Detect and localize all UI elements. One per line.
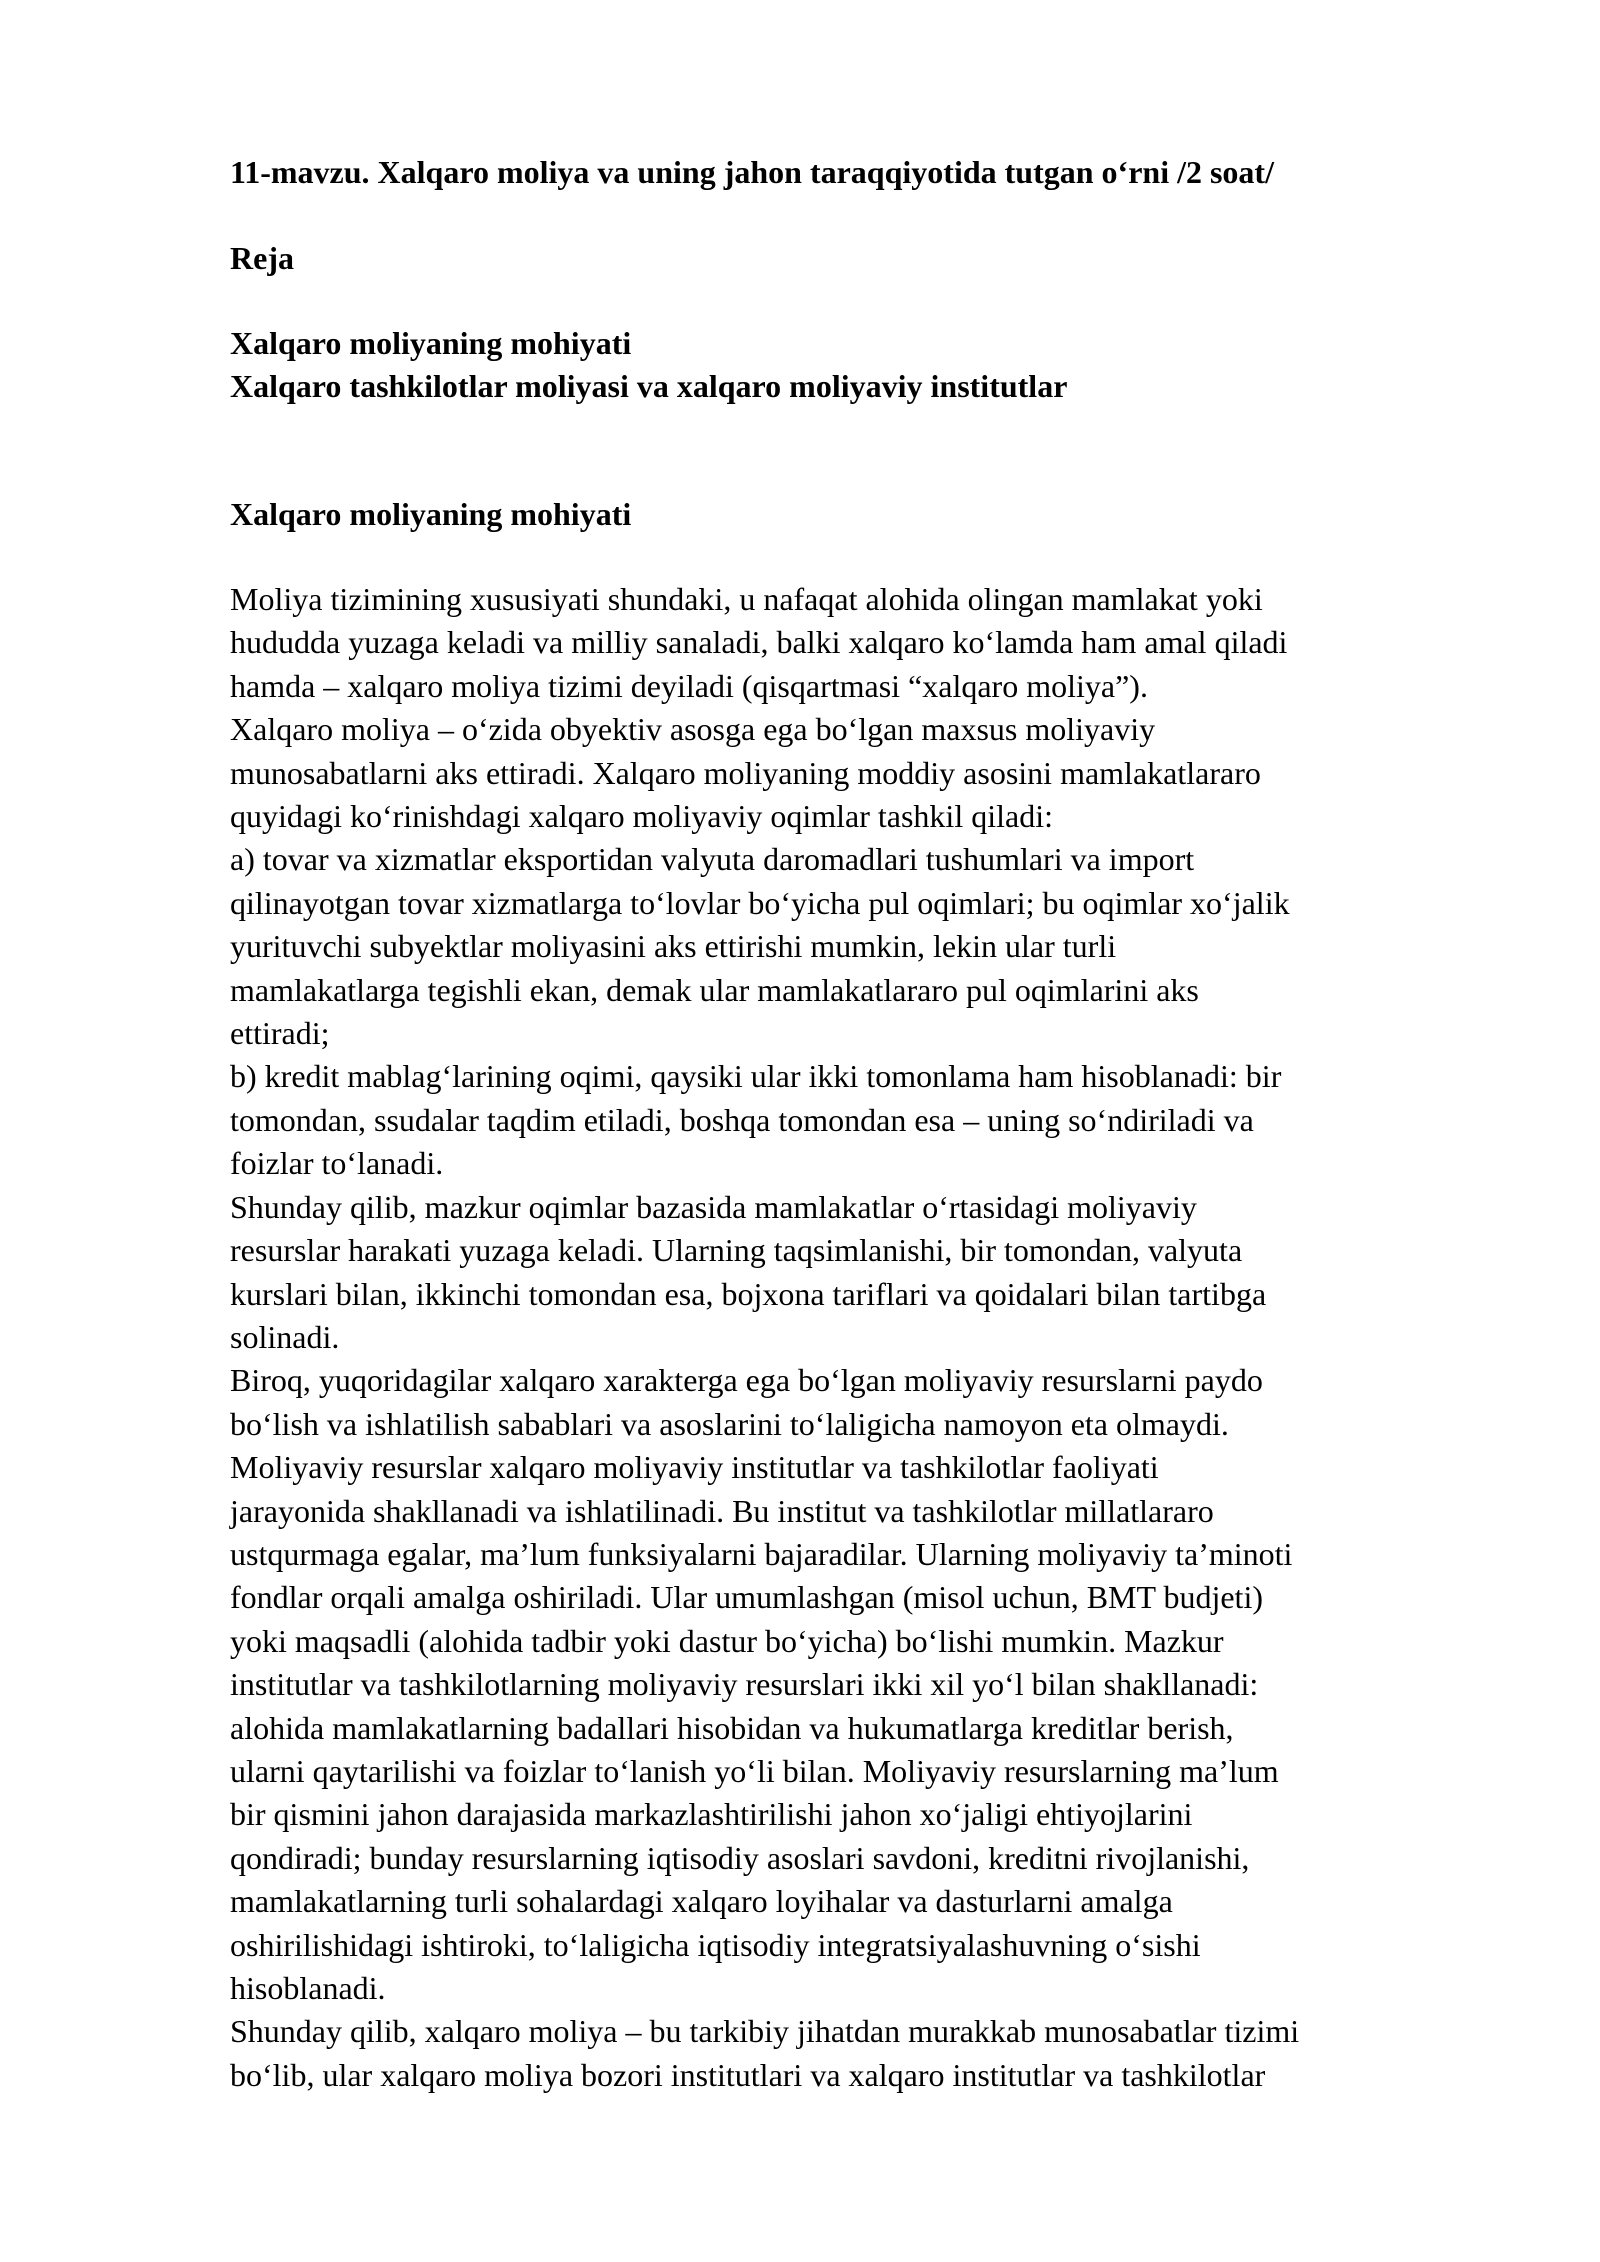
text-line: qilinayotgan tovar xizmatlarga to‘lovlar bo‘yicha pul oqimlari; bu oqimlar xo‘jalik <box>230 884 1290 921</box>
text-line: resurslar harakati yuzaga keladi. Ularning taqsimlanishi, bir tomondan, valyuta <box>230 1232 1243 1269</box>
text-line: Moliya tizimining xususiyati shundaki, u nafaqat alohida olingan mamlakat yoki <box>230 581 1263 617</box>
paragraph <box>230 1446 1490 2010</box>
paragraph <box>230 708 1490 838</box>
text-line: foizlar to‘lanadi. <box>230 1145 444 1182</box>
text-line: alohida mamlakatlarning badallari hisobidan va hukumatlarga kreditlar berish, <box>230 1709 1234 1746</box>
text-line: ettiradi; <box>230 1015 330 1052</box>
document-title: 11-mavzu. Xalqaro moliya va uning jahon taraqqiyotida tutgan o‘rni /2 soat/ <box>230 154 1274 190</box>
text-line: munosabatlarni aks ettiradi. Xalqaro moliyaning moddiy asosini mamlakatlararo <box>230 754 1261 791</box>
paragraph <box>230 2010 1490 2097</box>
text-line: fondlar orqali amalga oshiriladi. Ular umumlashgan (misol uchun, BMT budjeti) <box>230 1579 1263 1616</box>
text-line: a) tovar va xizmatlar eksportidan valyuta daromadlari tushumlari va import <box>230 841 1195 878</box>
text-line: quyidagi ko‘rinishdagi xalqaro moliyaviy oqimlar tashkil qiladi: <box>230 798 1053 835</box>
text-line: qondiradi; bunday resurslarning iqtisodiy asoslari savdoni, kreditni rivojlanishi, <box>230 1839 1250 1876</box>
text-line: Xalqaro moliya – o‘zida obyektiv asosga ega bo‘lgan maxsus moliyaviy <box>230 711 1156 748</box>
text-line: ularni qaytarilishi va foizlar to‘lanish yo‘li bilan. Moliyaviy resurslarning ma’lum <box>230 1752 1279 1789</box>
text-line: b) kredit mablag‘larining oqimi, qaysiki ular ikki tomonlama ham hisoblanadi: bir <box>230 1058 1282 1095</box>
text-line: ustqurmaga egalar, ma’lum funksiyalarni bajaradilar. Ularning moliyaviy ta’minoti <box>230 1535 1293 1572</box>
body-text <box>230 578 1490 2097</box>
text-line: institutlar va tashkilotlarning moliyaviy resurslari ikki xil yo‘l bilan shakllanadi: <box>230 1666 1259 1703</box>
paragraph <box>230 1359 1490 1446</box>
text-line: bo‘lish va ishlatilish sabablari va asoslarini to‘laligicha namoyon eta olmaydi. <box>230 1405 1229 1442</box>
paragraph <box>230 578 1490 708</box>
plan-item: Xalqaro moliyaning mohiyati <box>230 325 632 361</box>
document-content <box>230 150 1490 2097</box>
text-line: yurituvchi subyektlar moliyasini aks ettirishi mumkin, lekin ular turli <box>230 928 1117 965</box>
paragraph <box>230 1055 1490 1185</box>
text-line: hisoblanadi. <box>230 1970 386 2006</box>
text-line: mamlakatlarga tegishli ekan, demak ular mamlakatlararo pul oqimlarini aks <box>230 971 1199 1008</box>
plan-item: Xalqaro tashkilotlar moliyasi va xalqaro moliyaviy institutlar <box>230 368 1068 404</box>
text-line: Shunday qilib, xalqaro moliya – bu tarkibiy jihatdan murakkab munosabatlar tizimi <box>230 2013 1300 2050</box>
paragraph <box>230 1186 1490 1360</box>
text-line: hududda yuzaga keladi va milliy sanaladi, balki xalqaro ko‘lamda ham amal qiladi <box>230 624 1288 661</box>
plan-list <box>230 322 1490 408</box>
paragraph <box>230 838 1490 1055</box>
text-line: bir qismini jahon darajasida markazlashtirilishi jahon xo‘jaligi ehtiyojlarini <box>230 1796 1193 1833</box>
text-line: oshirilishidagi ishtiroki, to‘laligicha iqtisodiy integratsiyalashuvning o‘sishi <box>230 1926 1201 1963</box>
text-line: kurslari bilan, ikkinchi tomondan esa, bojxona tariflari va qoidalari bilan tartibga <box>230 1275 1267 1312</box>
text-line: tomondan, ssudalar taqdim etiladi, boshqa tomondan esa – uning so‘ndiriladi va <box>230 1101 1254 1138</box>
plan-heading: Reja <box>230 240 294 276</box>
text-line: solinadi. <box>230 1318 340 1355</box>
text-line: mamlakatlarning turli sohalardagi xalqaro loyihalar va dasturlarni amalga <box>230 1883 1173 1920</box>
text-line: Moliyaviy resurslar xalqaro moliyaviy institutlar va tashkilotlar faoliyati <box>230 1449 1159 1486</box>
text-line: jarayonida shakllanadi va ishlatilinadi. Bu institut va tashkilotlar millatlararo <box>230 1492 1214 1529</box>
text-line: hamda – xalqaro moliya tizimi deyiladi (qisqartmasi “xalqaro moliya”). <box>230 667 1148 704</box>
text-line: Shunday qilib, mazkur oqimlar bazasida mamlakatlar o‘rtasidagi moliyaviy <box>230 1188 1197 1225</box>
text-line: yoki maqsadli (alohida tadbir yoki dastur bo‘yicha) bo‘lishi mumkin. Mazkur <box>230 1622 1224 1659</box>
text-line: Biroq, yuqoridagilar xalqaro xarakterga ega bo‘lgan moliyaviy resurslarni paydo <box>230 1362 1263 1399</box>
text-line: bo‘lib, ular xalqaro moliya bozori institutlari va xalqaro institutlar va tashkilotlar <box>230 2056 1266 2093</box>
section-heading: Xalqaro moliyaning mohiyati <box>230 496 632 532</box>
